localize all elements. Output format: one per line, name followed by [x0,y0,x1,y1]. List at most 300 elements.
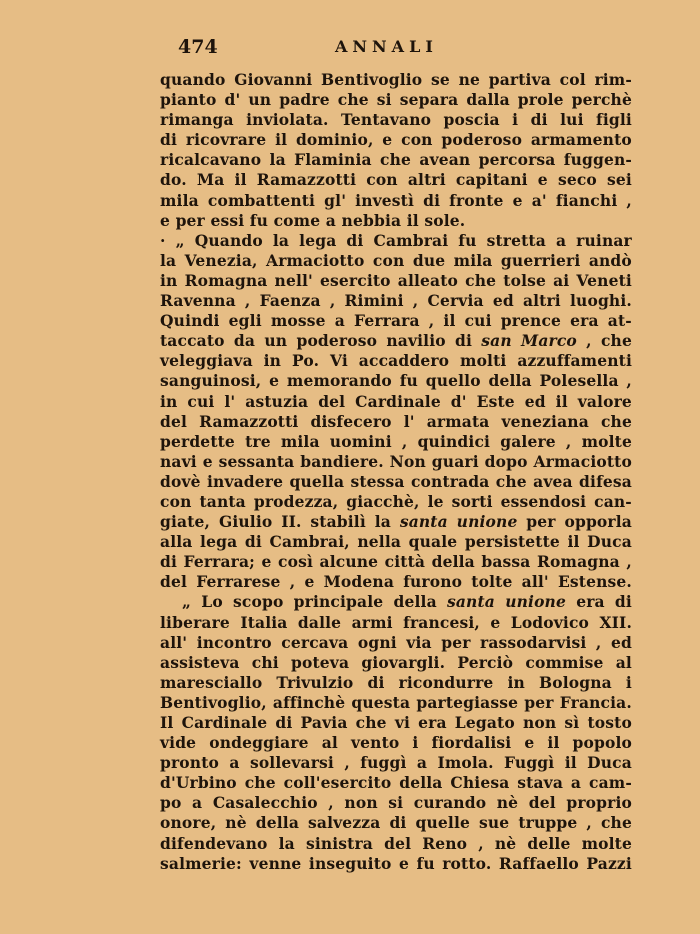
word: al [615,652,632,672]
word: andò [588,250,632,270]
word: do. [160,170,187,190]
word: Ma [196,170,225,190]
word: era [418,713,447,732]
word: e [524,733,535,753]
word: per [441,632,471,652]
word: padre [279,90,330,110]
word: Romagna [537,552,620,572]
word: Legato [454,713,515,732]
word: , [401,431,408,451]
word: valore [577,391,632,411]
word: popolo [572,733,632,753]
word: · [160,230,166,250]
word: avean [419,150,471,170]
word: lega [299,230,337,250]
word: , [595,632,602,652]
word: cui [464,311,492,331]
word: all' [160,632,188,652]
word: di [389,813,407,833]
word: a [416,753,428,773]
word: Ferrarese [196,572,281,592]
word: unione [456,512,518,532]
word: nè [225,813,247,833]
word: azzuffamenti [517,351,632,371]
word: e [261,552,272,572]
word: luoghi. [570,291,632,311]
word: sì [564,713,580,732]
word: d' [450,391,467,411]
word: ed [524,391,546,411]
word: bassa [481,552,531,572]
word: di [244,532,262,552]
word: Este [476,391,515,411]
word: la [278,833,295,853]
word: fu [399,371,418,391]
word: di [160,552,178,572]
word: fiordalisi [431,733,512,753]
word: di [367,672,385,692]
word: liberare [160,612,230,632]
word: con [401,130,433,150]
word: , [626,552,632,572]
word: sei [607,170,632,190]
word: quella [289,471,345,491]
word: affinchè [272,692,346,712]
word: ogni [357,632,397,652]
word: Italia [240,612,288,632]
word: quando [160,70,226,89]
word: , [329,291,336,311]
text-line [160,90,632,110]
word: la [269,150,286,170]
word: l' [403,411,415,431]
word: lui [560,110,584,130]
word: un [264,331,288,351]
word: guari [431,451,479,471]
word: gl' [324,190,347,210]
text-line [160,432,632,452]
word: stessa [350,471,405,491]
word: Cervia [427,291,484,311]
word: di [160,130,178,150]
word: i [412,733,419,753]
word: per [524,692,554,712]
word: si [388,793,404,813]
word: sollevarsi [249,753,334,773]
text-line [160,532,632,552]
word: Reno [422,833,468,853]
text-line [160,813,632,833]
word: rimanga [160,110,234,130]
text-line [160,452,632,472]
word: , [428,311,435,331]
word: rassodarvisi [480,632,587,652]
word: Po. [291,351,320,371]
word: „ [175,230,185,250]
word: che [600,331,632,351]
word: capitani [455,170,528,190]
word: alleato [397,270,459,290]
word: se [430,70,450,89]
word: di [423,190,441,210]
book-page [160,34,632,874]
word: persistette [464,532,560,552]
word: Chiesa [450,773,510,793]
word: e [399,853,410,873]
word: cercava [281,632,349,652]
word: stava [517,773,564,793]
word: di [346,230,364,250]
word: vento [350,733,400,753]
word: Quando [194,230,263,250]
word: navilio [386,331,446,351]
word: di [275,713,293,732]
word: a [325,210,336,230]
word: non [344,793,378,813]
word: come [273,210,321,230]
word: col [559,70,586,89]
word: Lo [201,592,223,612]
word: partegiasse [416,692,519,712]
word: mosse [270,311,326,331]
word: nella [357,532,402,552]
text-line [160,653,632,673]
word: quindici [417,431,491,451]
word: Venezia, [184,250,258,270]
word: stabilì [310,512,366,532]
word: un [248,90,272,110]
word: tolte [471,572,513,592]
word: perdette [160,431,235,451]
text-line [160,834,632,854]
word: che [600,813,632,833]
word: armata [426,411,490,431]
word: , [244,291,251,311]
word: coll'esercito [283,773,392,793]
word: Romagna [184,270,268,290]
word: tosto [587,713,632,732]
word: guerrieri [500,250,581,270]
word: prodezza, [253,491,339,511]
word: non [522,713,557,732]
word: seco [557,170,597,190]
word: investì [355,190,415,210]
word: santa [399,512,448,532]
word: stretta [486,230,546,250]
word: il [567,532,580,552]
word: nebbia [341,210,402,230]
word: così [278,552,314,572]
word: francesi, [403,612,480,632]
word: nell' [274,270,313,290]
word: di [614,592,632,612]
word: Polesella [539,371,619,391]
word: Francia. [559,692,632,712]
word: del [160,411,188,431]
word: in [507,672,525,692]
word: Casalecchio [212,793,318,813]
word: poderoso [296,331,378,351]
text-line [160,793,632,813]
word: Vi [329,351,348,371]
word: poteva [290,652,350,672]
word: , [565,431,572,451]
word: di [454,331,473,351]
word: at- [607,311,632,331]
word: fuggen- [563,150,632,170]
word: , [478,833,484,853]
word: bandiere. [300,451,384,471]
word: armamento [530,130,632,150]
word: disfecero [310,411,392,431]
word: contrada [410,471,490,491]
word: salvezza [308,813,381,833]
word: prole [517,90,564,110]
word: e [304,572,315,592]
word: e [512,190,523,210]
word: all' [521,572,549,592]
word: furono [403,572,463,592]
word: fianchi [555,190,618,210]
word: onore, [160,813,217,833]
word: per [175,210,205,230]
word: delle [527,833,571,853]
word: era [576,592,605,612]
word: esercito [320,270,391,290]
word: a' [531,190,547,210]
word: ne [458,70,481,89]
word: Perciò [457,652,514,672]
word: Tentavano [341,110,432,130]
word: tanta [199,491,246,511]
text-line [160,633,632,653]
word: sorti [451,491,493,511]
word: Quindi [160,311,220,331]
word: fuggì [360,753,407,773]
word: Duca [587,753,632,773]
word: d'Urbino [160,773,237,793]
word: Faenza [259,291,321,311]
word: sue [479,813,510,833]
word: e [537,170,548,190]
word: rotto. [442,853,492,873]
word: percorsa [478,150,556,170]
word: , [344,753,350,773]
word: maresciallo [160,672,263,692]
word: il [275,130,288,150]
word: essi [210,210,245,230]
word: Ravenna [160,291,236,311]
word: Fuggì [504,753,555,773]
word: accaddero [358,351,450,371]
word: Ferrara; [183,552,256,572]
word: Modena [323,572,395,592]
word: Trivulzio [276,672,354,692]
word: alla [160,532,193,552]
word: della [488,371,532,391]
word: , [626,371,632,391]
word: a [229,753,240,773]
word: salmerie: [160,853,242,873]
text-line [160,472,632,492]
word: fu [458,230,477,250]
word: pianto [160,90,217,110]
word: curando [413,793,487,813]
word: Cambrai [373,230,449,250]
word: sessanta [218,451,295,471]
word: , [586,813,592,833]
word: poscia [443,110,500,130]
text-line [160,512,632,532]
text-line [160,552,632,572]
word: figli [596,110,632,130]
text-line [160,291,632,311]
word: Giovanni [234,70,313,89]
word: tolse [503,270,546,290]
word: molti [460,351,507,371]
page-number: 474 [178,36,218,58]
word: santa [446,592,495,612]
word: , [626,190,632,210]
word: poderoso [441,130,523,150]
word: alcune [319,552,379,572]
word: Bentivoglio, [160,692,267,712]
word: Ramazzotti [199,411,299,431]
word: opporla [564,512,632,532]
word: chi [251,652,279,672]
word: la [374,512,391,532]
word: dalla [466,90,510,110]
word: truppe [518,813,578,833]
text-line [160,351,632,371]
word: Veneti [576,270,632,290]
word: molte [581,833,632,853]
word: veneziana [501,411,589,431]
word: la [160,250,177,270]
word: due [412,250,446,270]
word: a [570,773,582,793]
word: galere [500,431,556,451]
word: e [269,371,280,391]
word: Armaciotto [266,250,365,270]
word: dominio, [295,130,374,150]
word: Lodovico [510,612,590,632]
text-line [160,773,632,793]
word: a [334,311,345,331]
text-line [160,170,632,190]
word: si [376,90,392,110]
text-line [160,150,632,170]
word: can- [594,491,632,511]
word: altri [522,291,561,311]
word: principale [293,592,384,612]
word: che [495,471,527,491]
word: molte [581,431,632,451]
text-line [160,673,632,693]
word: la [272,230,290,250]
word: che [600,411,632,431]
text-line [160,613,632,633]
word: quello [425,371,481,391]
word: navi [160,451,197,471]
text-line [160,693,632,713]
word: altri [407,170,446,190]
text-line [160,492,632,512]
word: lega [200,532,238,552]
word: sanguinosi, [160,371,262,391]
word: Pazzi [586,853,632,873]
word: sole. [424,210,466,230]
word: giovargli. [361,652,446,672]
word: , [289,572,296,592]
word: le [427,491,444,511]
word: difendevano [160,833,268,853]
word: incontro [196,632,272,652]
word: essendosi [500,491,587,511]
word: del [318,391,346,411]
word: il [406,210,419,230]
word: il [547,733,560,753]
word: cui [187,391,215,411]
word: , [586,331,592,351]
word: del [384,833,412,853]
word: Bologna [539,672,612,692]
word: venne [249,853,302,873]
word: ricondurre [398,672,494,692]
text-line [160,412,632,432]
word: scopo [233,592,284,612]
word: Il [160,713,174,732]
word: ricalcavano [160,150,262,170]
word: mila [160,190,199,210]
word: il [555,391,568,411]
word: Marco [521,331,577,351]
word: città [384,552,426,572]
word: giate, [160,512,211,532]
word: fu [416,853,435,873]
word: sinistra [305,833,374,853]
word: vide [160,733,197,753]
word: inviolata. [246,110,329,130]
word: del [160,572,188,592]
word: che [337,90,369,110]
page-header [160,34,632,62]
word: astuzia [245,391,309,411]
word: con [372,250,405,270]
text-line [160,110,632,130]
word: l' [224,391,236,411]
word: dovè [160,471,201,491]
text-line [160,713,632,733]
word: della [399,773,443,793]
word: ai [553,270,570,290]
word: fronte [449,190,504,210]
word: che [380,150,412,170]
text-line [160,311,632,331]
word: pronto [160,753,220,773]
word: Raffaello [498,853,579,873]
word: che [355,713,387,732]
word: taccato [160,331,225,351]
word: Pavia [300,713,348,732]
word: perchè [571,90,632,110]
word: del [528,793,556,813]
word: il [443,311,456,331]
word: della [393,592,437,612]
word: memorando [286,371,392,391]
word: ondeggiare [209,733,309,753]
word: ruinar [576,230,632,250]
